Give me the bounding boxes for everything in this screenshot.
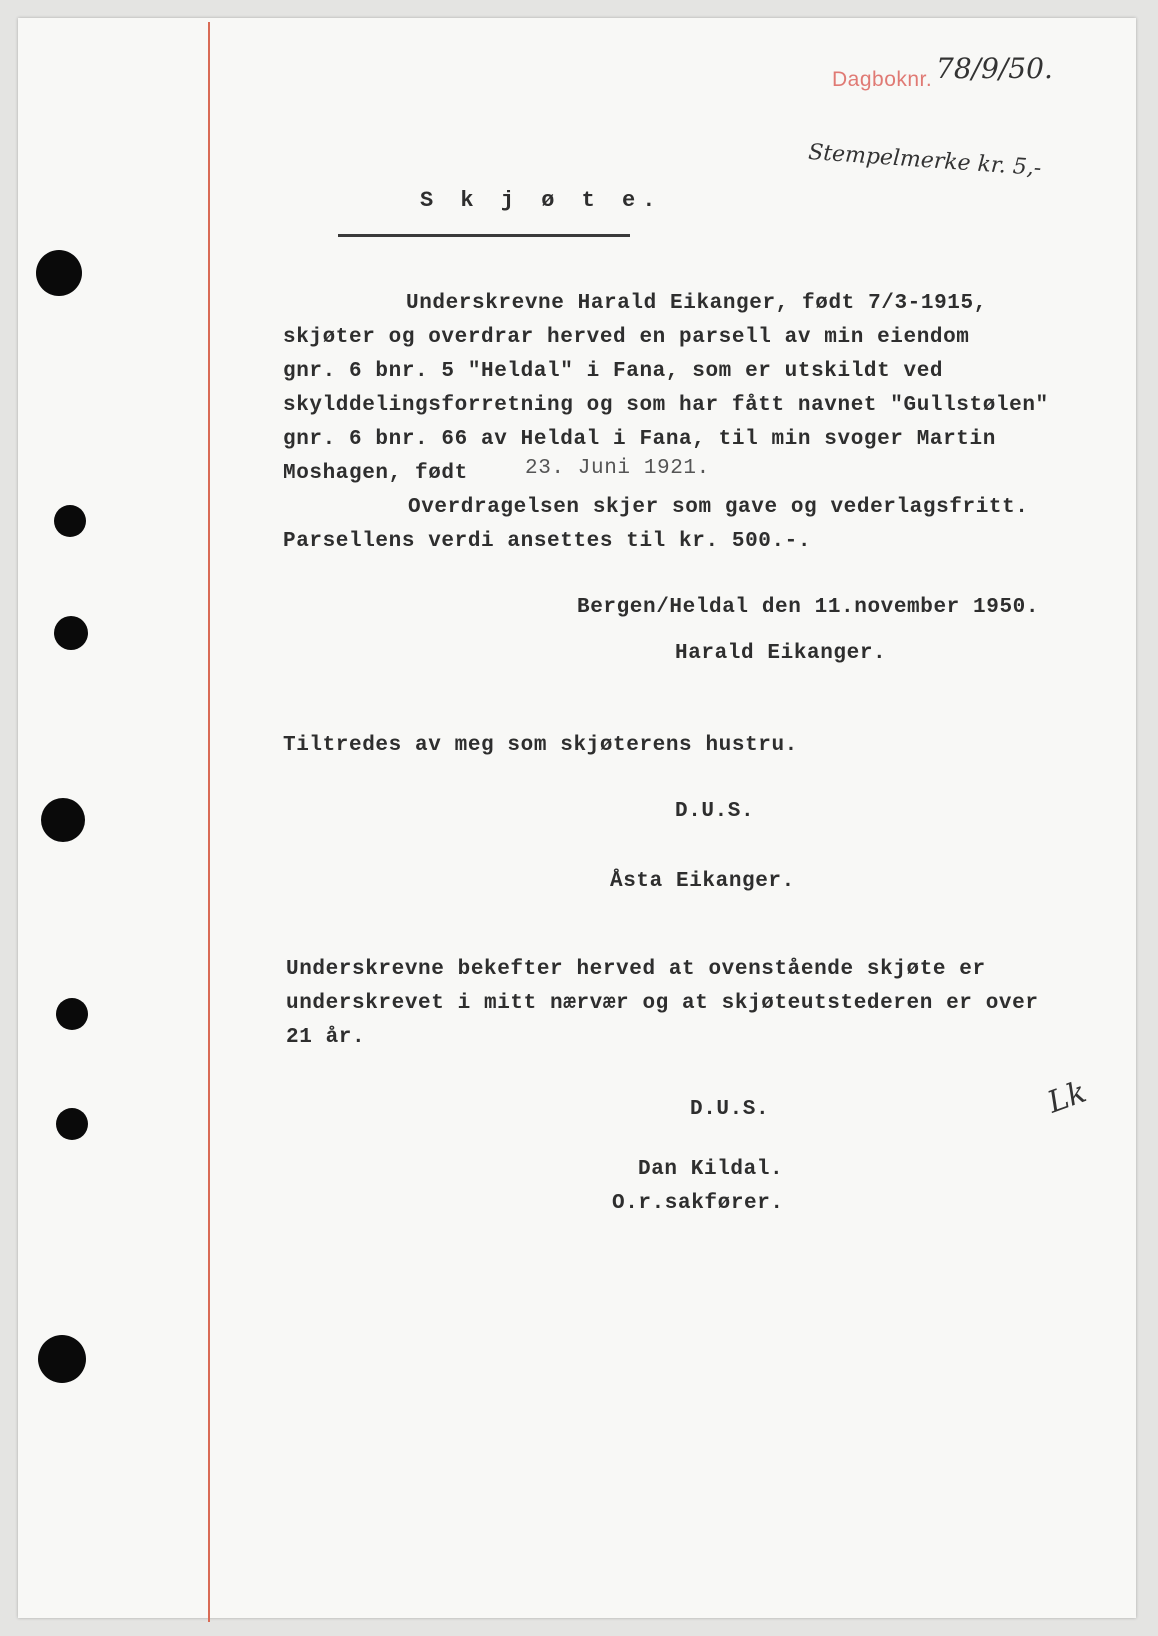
binder-hole — [36, 250, 82, 296]
binder-hole — [54, 616, 88, 650]
binder-hole — [56, 998, 88, 1030]
body-line: gnr. 6 bnr. 66 av Heldal i Fana, til min svoger Martin — [283, 428, 996, 451]
binder-hole — [41, 798, 85, 842]
place-date: Bergen/Heldal den 11.november 1950. — [577, 596, 1040, 619]
gift-line: Parsellens verdi ansettes til kr. 500.-. — [283, 530, 812, 553]
document-page — [18, 18, 1136, 1618]
dagboknr-stamp: Dagboknr. — [832, 68, 933, 91]
binder-hole — [54, 505, 86, 537]
body-line: Underskrevne Harald Eikanger, født 7/3-1915, — [406, 292, 987, 315]
witness-name: Dan Kildal. — [638, 1158, 784, 1181]
handwritten-journal-number: 78/9/50. — [936, 52, 1053, 85]
body-line: skylddelingsforretning og som har fått navnet "Gullstølen" — [283, 394, 1049, 417]
document-title: S k j ø t e. — [420, 188, 663, 213]
spouse-name: Åsta Eikanger. — [610, 870, 795, 893]
body-line: skjøter og overdrar herved en parsell av min eiendom — [283, 326, 970, 349]
body-line: gnr. 6 bnr. 5 "Heldal" i Fana, som er utskildt ved — [283, 360, 944, 383]
binder-hole — [38, 1335, 86, 1383]
birth-date: 23. Juni 1921. — [525, 457, 710, 480]
dus-mark: D.U.S. — [690, 1098, 770, 1121]
signer-name: Harald Eikanger. — [675, 642, 887, 665]
witness-line: 21 år. — [286, 1026, 366, 1049]
witness-line: underskrevet i mitt nærvær og at skjøteutstederen er over — [286, 992, 1039, 1015]
body-line: Moshagen, født — [283, 462, 468, 485]
margin-line — [208, 22, 210, 1622]
handwritten-stamp-note: Stempelmerke kr. 5,- — [807, 139, 1043, 182]
gift-line: Overdragelsen skjer som gave og vederlagsfritt. — [408, 496, 1029, 519]
title-underline — [338, 234, 630, 237]
handwritten-initials: Lk — [1043, 1074, 1091, 1121]
consent-line: Tiltredes av meg som skjøterens hustru. — [283, 734, 798, 757]
witness-line: Underskrevne bekefter herved at ovenstående skjøte er — [286, 958, 986, 981]
witness-title: O.r.sakfører. — [612, 1192, 784, 1215]
binder-hole — [56, 1108, 88, 1140]
dus-mark: D.U.S. — [675, 800, 755, 823]
